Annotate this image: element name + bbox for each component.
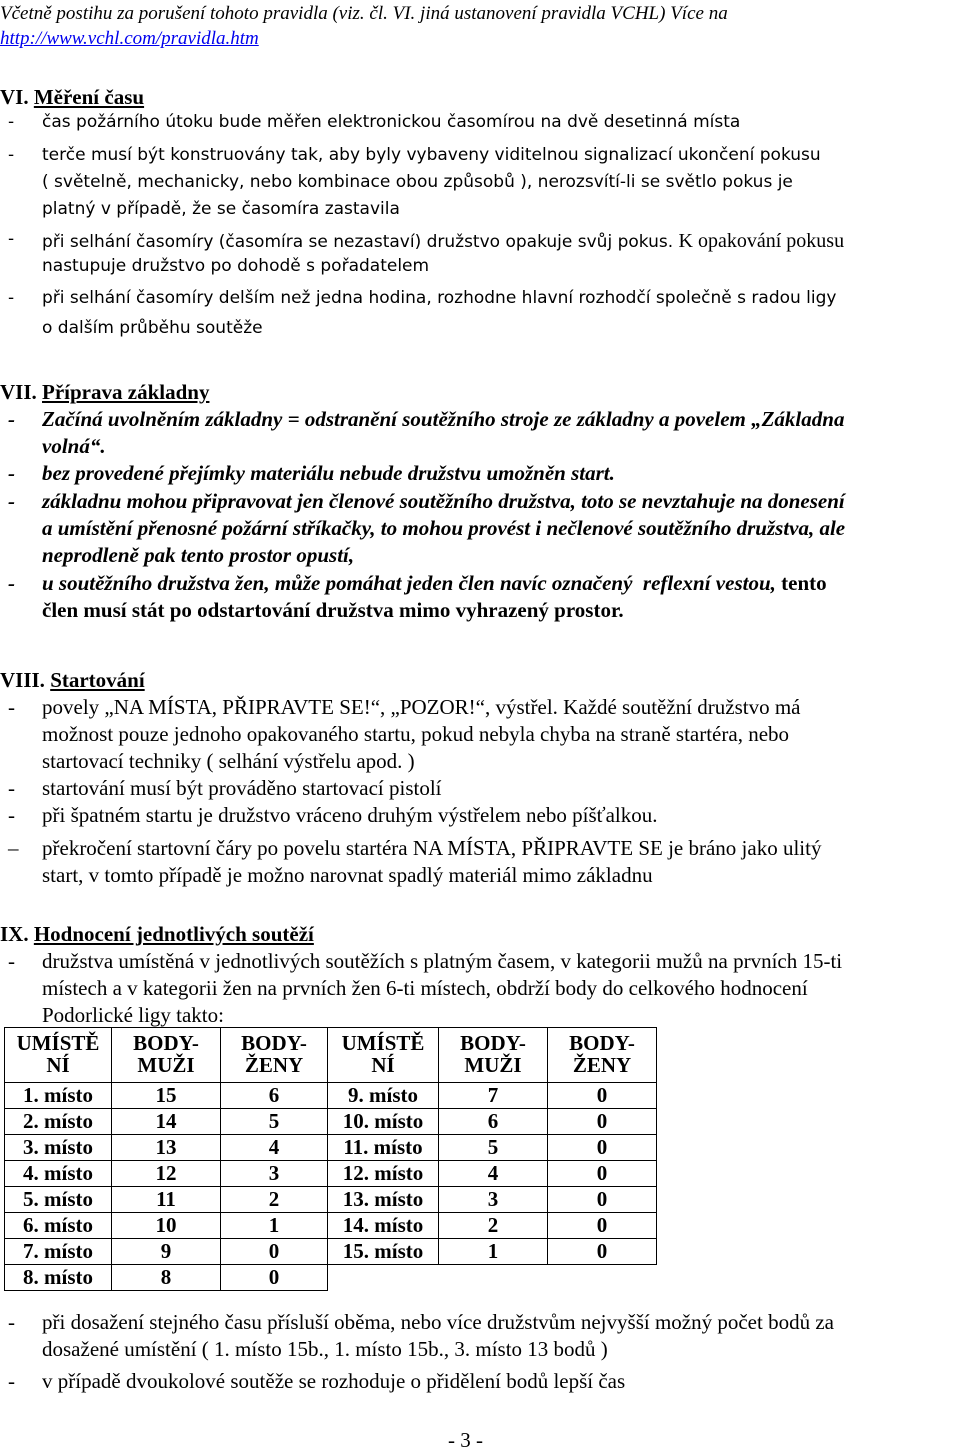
bullet: - (8, 695, 15, 719)
s8-item-2-text: startování musí být prováděno startovací pistolí (42, 776, 442, 800)
table-cell: 15. místo (328, 1239, 439, 1265)
s6-item-4-cont: o dalším průběhu soutěže (42, 318, 263, 338)
table-cell: 1 (221, 1213, 328, 1239)
s8-item-1-text: povely „NA MÍSTA, PŘIPRAVTE SE!“, „POZOR!“, výstřel. Každé soutěžní družstvo má (42, 695, 801, 719)
s7-item-4-text-c: tento (781, 571, 827, 595)
table-row (5, 1265, 657, 1291)
header-cell-text: ŽENY (244, 1053, 304, 1078)
s7-item-3-cont-2: neprodleně pak tento prostor opustí, (42, 543, 355, 567)
table-cell: 2 (221, 1187, 328, 1213)
table-row (5, 1083, 657, 1109)
section-6-title: Měření času (33, 85, 145, 109)
section-8-heading (0, 670, 145, 691)
table-row (5, 1135, 657, 1161)
table-cell: 15 (112, 1083, 221, 1109)
s8-item-3-text: při špatném startu je družstvo vráceno druhým výstřelem nebo píšťalkou. (42, 803, 658, 827)
table-cell: 0 (548, 1135, 657, 1161)
table-cell: 10. místo (328, 1109, 439, 1135)
table-cell: 6. místo (5, 1213, 112, 1239)
s7-item-1-cont: volná“. (42, 434, 106, 458)
section-8-title: Startování (50, 668, 145, 692)
header-cell-text: MUŽI (137, 1053, 195, 1078)
s9-item-2-text: při dosažení stejného času přísluší oběma, nebo více družstvům nejvyšší možný počet bodů za (42, 1310, 834, 1334)
bullet: - (8, 1369, 15, 1393)
header-cell-text: NÍ (46, 1053, 70, 1078)
table-header-row (5, 1028, 657, 1083)
header-cell-points-women-2 (548, 1028, 657, 1083)
bullet: - (8, 145, 15, 165)
bullet: – (8, 836, 19, 860)
header-cell-points-women (221, 1028, 328, 1083)
table-cell: 14. místo (328, 1213, 439, 1239)
s9-item-1-cont-1: místech a v kategorii žen na prvních žen 6-ti místech, obdrží body do celkového hodnocení (42, 976, 808, 1000)
table-cell: 11 (112, 1187, 221, 1213)
table-cell: 0 (548, 1187, 657, 1213)
table-cell: 10 (112, 1213, 221, 1239)
table-cell: 3 (221, 1161, 328, 1187)
table-cell: 9 (112, 1239, 221, 1265)
header-cell-text: BODY- (569, 1031, 635, 1055)
table-cell-empty (439, 1265, 548, 1291)
bullet: - (8, 407, 15, 431)
header-cell-text: BODY- (133, 1031, 199, 1055)
s6-item-2-text: terče musí být konstruovány tak, aby byly vybaveny viditelnou signalizací ukončení pokusu (42, 145, 821, 165)
table-cell: 11. místo (328, 1135, 439, 1161)
section-8-number: VIII. (0, 668, 45, 692)
header-cell-text: BODY- (241, 1031, 307, 1055)
bullet: - (8, 949, 15, 973)
header-text: Včetně postihu za porušení tohoto pravidla (viz. čl. VI. jiná ustanovení pravidla VCHL) Více na (0, 3, 728, 24)
bullet: - (8, 803, 15, 827)
table-cell: 3. místo (5, 1135, 112, 1161)
header-cell-placement-2 (328, 1028, 439, 1083)
section-9-heading (0, 924, 314, 945)
bullet: - (8, 229, 15, 249)
header-cell-text: NÍ (371, 1053, 395, 1078)
table-cell: 4 (439, 1161, 548, 1187)
section-9-number: IX. (0, 922, 29, 946)
section-7-title: Příprava základny (42, 380, 210, 404)
table-cell: 6 (439, 1109, 548, 1135)
table-cell: 6 (221, 1083, 328, 1109)
header-cell-points-men (112, 1028, 221, 1083)
s6-item-2-cont-2: platný v případě, že se časomíra zastavila (42, 199, 400, 219)
table-cell: 8 (112, 1265, 221, 1291)
bullet: - (8, 112, 15, 132)
s8-item-4-text: překročení startovní čáry po povelu startéra NA MÍSTA, PŘIPRAVTE SE je bráno jako ulitý (42, 836, 822, 860)
table-cell: 13 (112, 1135, 221, 1161)
s7-item-4-text: u soutěžního družstva žen, může pomáhat jeden člen navíc označený (42, 571, 633, 595)
section-9-title: Hodnocení jednotlivých soutěží (33, 922, 314, 946)
table-cell: 7. místo (5, 1239, 112, 1265)
header-cell-text: BODY- (460, 1031, 526, 1055)
s7-item-4-text-b: reflexní vestou, (642, 571, 776, 595)
page-number: - 3 - (448, 1428, 483, 1452)
bullet: - (8, 571, 15, 595)
points-table (4, 1027, 657, 1291)
s7-item-4-cont: člen musí stát po odstartování družstva mimo vyhrazený prostor. (42, 598, 624, 622)
s8-item-4-cont: start, v tomto případě je možno narovnat spadlý materiál mimo základnu (42, 863, 653, 887)
table-cell: 9. místo (328, 1083, 439, 1109)
table-row (5, 1187, 657, 1213)
s8-item-1-cont-1: možnost pouze jednoho opakovaného startu, pokud nebyla chyba na straně startéra, nebo (42, 722, 790, 746)
rules-link[interactable]: http://www.vchl.com/pravidla.htm (0, 28, 259, 49)
s9-item-1-cont-2: Podorlické ligy takto: (42, 1003, 224, 1027)
table-cell: 5. místo (5, 1187, 112, 1213)
table-cell: 0 (221, 1239, 328, 1265)
table-cell: 0 (548, 1161, 657, 1187)
bullet: - (8, 1310, 15, 1334)
table-row (5, 1239, 657, 1265)
s9-item-3-text: v případě dvoukolové soutěže se rozhoduje o přidělení bodů lepší čas (42, 1369, 626, 1393)
bullet: - (8, 288, 15, 308)
table-cell: 13. místo (328, 1187, 439, 1213)
table-row (5, 1213, 657, 1239)
section-6-heading (0, 87, 144, 108)
s9-item-2-cont: dosažené umístění ( 1. místo 15b., 1. místo 15b., 3. místo 13 bodů ) (42, 1337, 608, 1361)
table-cell: 12. místo (328, 1161, 439, 1187)
table-cell: 5 (439, 1135, 548, 1161)
table-cell: 4. místo (5, 1161, 112, 1187)
table-cell: 1. místo (5, 1083, 112, 1109)
header-cell-text: MUŽI (464, 1053, 522, 1078)
bullet: - (8, 461, 15, 485)
s8-item-1-cont-2: startovací techniky ( selhání výstřelu apod. ) (42, 749, 415, 773)
table-cell: 7 (439, 1083, 548, 1109)
s6-item-4-text: při selhání časomíry delším než jedna hodina, rozhodne hlavní rozhodčí společně s radou ligy (42, 288, 837, 308)
table-cell: 0 (548, 1213, 657, 1239)
table-cell: 2. místo (5, 1109, 112, 1135)
header-cell-text: UMÍSTĚ (341, 1031, 425, 1055)
table-cell: 2 (439, 1213, 548, 1239)
table-cell: 12 (112, 1161, 221, 1187)
header-cell-points-men-2 (439, 1028, 548, 1083)
table-cell: 0 (548, 1083, 657, 1109)
table-row (5, 1161, 657, 1187)
table-cell: 0 (548, 1109, 657, 1135)
s7-item-3-text: základnu mohou připravovat jen členové soutěžního družstva, toto se nevztahuje na donesení (42, 489, 845, 513)
section-7-number: VII. (0, 380, 37, 404)
s6-item-3-text-b: K opakování pokusu (678, 230, 845, 252)
table-cell-empty (328, 1265, 439, 1291)
s6-item-3-cont: nastupuje družstvo po dohodě s pořadatelem (42, 256, 430, 276)
section-6-number: VI. (0, 85, 29, 109)
header-cell-text: UMÍSTĚ (16, 1031, 100, 1055)
s7-item-3-cont-1: a umístění přenosné požární stříkačky, to mohou provést i nečlenové soutěžního družstva, ale (42, 516, 846, 540)
table-cell: 1 (439, 1239, 548, 1265)
points-table-body (5, 1028, 657, 1291)
s9-item-1-text: družstva umístěná v jednotlivých soutěžích s platným časem, v kategorii mužů na prvních 15-ti (42, 949, 843, 973)
header-cell-text: ŽENY (572, 1053, 632, 1078)
s7-item-2-text: bez provedené přejímky materiálu nebude družstvu umožněn start. (42, 461, 615, 485)
table-cell: 5 (221, 1109, 328, 1135)
table-cell-empty (548, 1265, 657, 1291)
bullet: - (8, 776, 15, 800)
table-cell: 0 (221, 1265, 328, 1291)
table-cell: 14 (112, 1109, 221, 1135)
header-cell-placement (5, 1028, 112, 1083)
s6-item-2-cont-1: ( světelně, mechanicky, nebo kombinace obou způsobů ), nerozsvítí-li se světlo pokus je (42, 172, 793, 192)
s6-item-3-text: při selhání časomíry (časomíra se nezastaví) družstvo opakuje svůj pokus. (42, 232, 674, 252)
bullet: - (8, 489, 15, 513)
s6-item-1-text: čas požárního útoku bude měřen elektronickou časomírou na dvě desetinná místa (42, 112, 741, 132)
table-row (5, 1109, 657, 1135)
table-cell: 3 (439, 1187, 548, 1213)
table-cell: 4 (221, 1135, 328, 1161)
table-cell: 0 (548, 1239, 657, 1265)
section-7-heading (0, 382, 209, 403)
s7-item-1-text: Začíná uvolněním základny = odstranění soutěžního stroje ze základny a povelem „Základna (42, 407, 845, 431)
table-cell: 8. místo (5, 1265, 112, 1291)
